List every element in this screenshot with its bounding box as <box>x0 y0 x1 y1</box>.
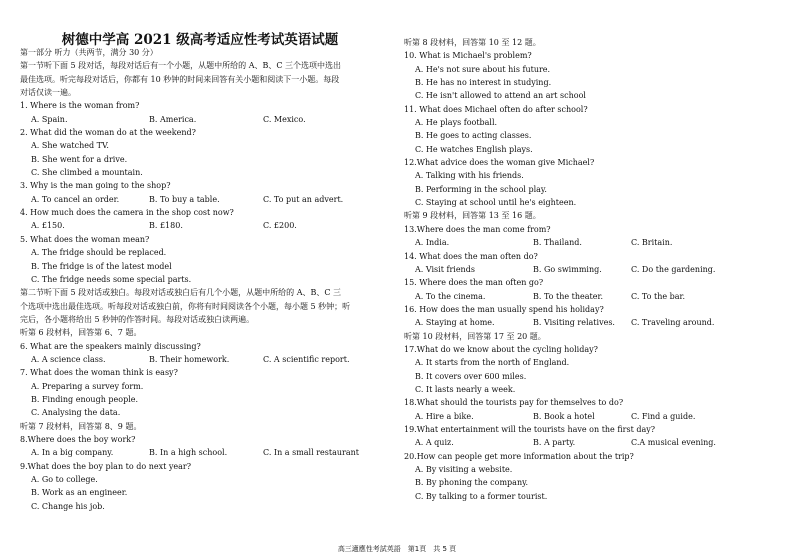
answer-option: A. He plays football. <box>415 118 498 128</box>
option-a: A. In a big company. <box>31 448 114 458</box>
instruction-text: 听第 6 段材料，回答第 6、7 题。 <box>20 328 142 338</box>
option-c: C. Britain. <box>631 238 673 248</box>
page-footer: 高三適應性考試英語 第1頁 共 5 頁 <box>337 545 457 553</box>
question: 18.What should the tourists pay for themselves to do? <box>404 398 624 408</box>
answer-option: B. By phoning the company. <box>415 478 529 488</box>
option-row <box>20 113 398 126</box>
instruction-text: 听第 8 段材料，回答第 10 至 12 题。 <box>404 38 541 47</box>
instruction-text: 第一节听下面 5 段对话，每段对话后有一个小题，从题中所给的 A、B、C 三个选项中选出 <box>20 61 342 71</box>
question: 10. What is Michael's problem? <box>404 51 532 61</box>
option-b: B. Thailand. <box>533 238 582 248</box>
option-a: A. India. <box>415 238 450 248</box>
option-c: C. To the bar. <box>631 291 686 301</box>
question: 19.What entertainment will the tourists have on the first day? <box>404 424 656 434</box>
option-row <box>20 193 398 206</box>
option-b: B. £180. <box>149 221 183 231</box>
question: 12.What advice does the woman give Michael? <box>404 158 595 168</box>
answer-option: C. She climbed a mountain. <box>31 168 143 178</box>
instruction-text: 最佳选项。听完每段对话后，你都有 10 秒钟的时间来回答有关小题和阅读下一小题。每段 <box>20 74 340 84</box>
question: 4. How much does the camera in the shop cost now? <box>20 208 234 218</box>
option-c: C. Do the gardening. <box>631 264 716 274</box>
option-a: A. Hire a bike. <box>415 411 474 421</box>
question: 7. What does the woman think is easy? <box>20 368 178 378</box>
question: 6. What are the speakers mainly discussing? <box>20 341 201 351</box>
answer-option: C. He watches English plays. <box>415 144 533 154</box>
question: 2. What did the woman do at the weekend? <box>20 128 196 138</box>
answer-option: B. He has no interest in studying. <box>415 78 552 88</box>
option-b: B. America. <box>149 114 197 124</box>
instruction-text: 对话仅读一遍。 <box>20 88 76 98</box>
option-row <box>404 290 782 303</box>
option-b: B. To the theater. <box>533 291 603 301</box>
option-c: C. A scientific report. <box>263 354 350 364</box>
option-b: B. Their homework. <box>149 354 230 364</box>
question: 5. What does the woman mean? <box>20 234 150 244</box>
option-row <box>404 263 782 276</box>
section-heading: 第一部分 听力（共两节，满分 30 分） <box>20 48 158 57</box>
question: 9.What does the boy plan to do next year? <box>20 461 191 471</box>
answer-option: B. She went for a drive. <box>31 154 128 164</box>
answer-option: A. It starts from the north of England. <box>415 358 570 368</box>
option-c: C. £200. <box>263 221 297 231</box>
option-c: C.A musical evening. <box>631 438 716 448</box>
option-a: A. To the cinema. <box>415 291 486 301</box>
option-b: B. Book a hotel <box>533 411 595 421</box>
answer-option: B. Finding enough people. <box>31 394 139 404</box>
answer-option: B. Work as an engineer. <box>31 488 128 498</box>
option-row <box>404 410 782 423</box>
answer-option: C. It lasts nearly a week. <box>415 384 516 394</box>
option-a: A. A quiz. <box>415 438 454 448</box>
instruction-text: 完后，各小题将给出 5 秒钟的作答时间。每段对话或独白读两遍。 <box>20 314 255 324</box>
answer-option: A. Preparing a survey form. <box>31 381 144 391</box>
option-a: A. Staying at home. <box>415 318 495 328</box>
answer-option: A. The fridge should be replaced. <box>31 248 167 258</box>
option-row <box>20 446 398 459</box>
answer-option: B. He goes to acting classes. <box>415 131 532 141</box>
option-a: A. To cancel an order. <box>31 194 120 204</box>
option-c: C. To put an advert. <box>263 194 344 204</box>
answer-option: C. By talking to a former tourist. <box>415 491 548 501</box>
answer-option: A. Talking with his friends. <box>415 171 524 181</box>
option-row <box>20 353 398 366</box>
answer-option: A. Go to college. <box>31 475 98 484</box>
page-title: 树德中学高 2021 级高考适应性考试英语试题 <box>61 32 339 48</box>
question: 8.Where does the boy work? <box>20 434 136 444</box>
left-column <box>20 46 398 513</box>
option-b: B. Go swimming. <box>533 264 602 274</box>
option-a: A. Spain. <box>31 114 68 124</box>
answer-option: A. He's not sure about his future. <box>415 64 551 74</box>
option-a: A. A science class. <box>31 354 106 364</box>
instruction-text: 听第 7 段材料，回答第 8、9 题。 <box>20 421 142 431</box>
question: 13.Where does the man come from? <box>404 224 551 234</box>
answer-option: B. Performing in the school play. <box>415 184 547 194</box>
option-b: B. To buy a table. <box>149 194 220 204</box>
answer-option: C. Change his job. <box>31 501 105 511</box>
option-row <box>404 436 782 449</box>
option-a: A. Visit friends <box>415 264 475 274</box>
answer-option: C. The fridge needs some special parts. <box>31 274 192 284</box>
instruction-text: 第二节听下面 5 段对话或独白。每段对话或独白后有几个小题，从题中所给的 A、B、C 三 <box>20 288 342 298</box>
option-c: C. In a small restaurant <box>263 448 359 458</box>
question: 1. Where is the woman from? <box>20 101 140 111</box>
answer-option: C. Analysing the data. <box>31 408 121 418</box>
option-b: B. In a high school. <box>149 448 228 458</box>
question: 20.How can people get more information about the trip? <box>404 451 634 461</box>
question: 17.What do we know about the cycling holiday? <box>404 344 598 354</box>
answer-option: A. She watched TV. <box>31 141 109 151</box>
right-column <box>404 36 782 503</box>
option-a: A. £150. <box>31 221 65 231</box>
option-c: C. Find a guide. <box>631 411 696 421</box>
instruction-text: 听第 10 段材料，回答第 17 至 20 题。 <box>404 331 546 341</box>
answer-option: B. The fridge is of the latest model <box>31 261 172 271</box>
answer-option: A. By visiting a website. <box>415 465 513 474</box>
option-row <box>404 236 782 249</box>
answer-option: C. Staying at school until he's eighteen. <box>415 198 577 208</box>
option-b: B. A party. <box>533 438 576 448</box>
answer-option: C. He isn't allowed to attend an art school <box>415 91 586 101</box>
question: 15. Where does the man often go? <box>404 278 544 288</box>
question: 16. How does the man usually spend his holiday? <box>404 304 604 314</box>
option-c: C. Traveling around. <box>631 318 715 328</box>
question: 3. Why is the man going to the shop? <box>20 181 171 191</box>
option-c: C. Mexico. <box>263 114 306 124</box>
question: 14. What does the man often do? <box>404 251 538 261</box>
option-b: B. Visiting relatives. <box>533 318 615 328</box>
answer-option: B. It covers over 600 miles. <box>415 371 527 381</box>
question: 11. What does Michael often do after school? <box>404 104 588 114</box>
option-row <box>404 316 782 329</box>
instruction-text: 听第 9 段材料，回答第 13 至 16 题。 <box>404 211 541 221</box>
instruction-text: 个选项中选出最佳选项。听每段对话或独白前，你将有时间阅读各个小题，每小题 5 秒钟；听 <box>20 301 351 311</box>
option-row <box>20 219 398 232</box>
